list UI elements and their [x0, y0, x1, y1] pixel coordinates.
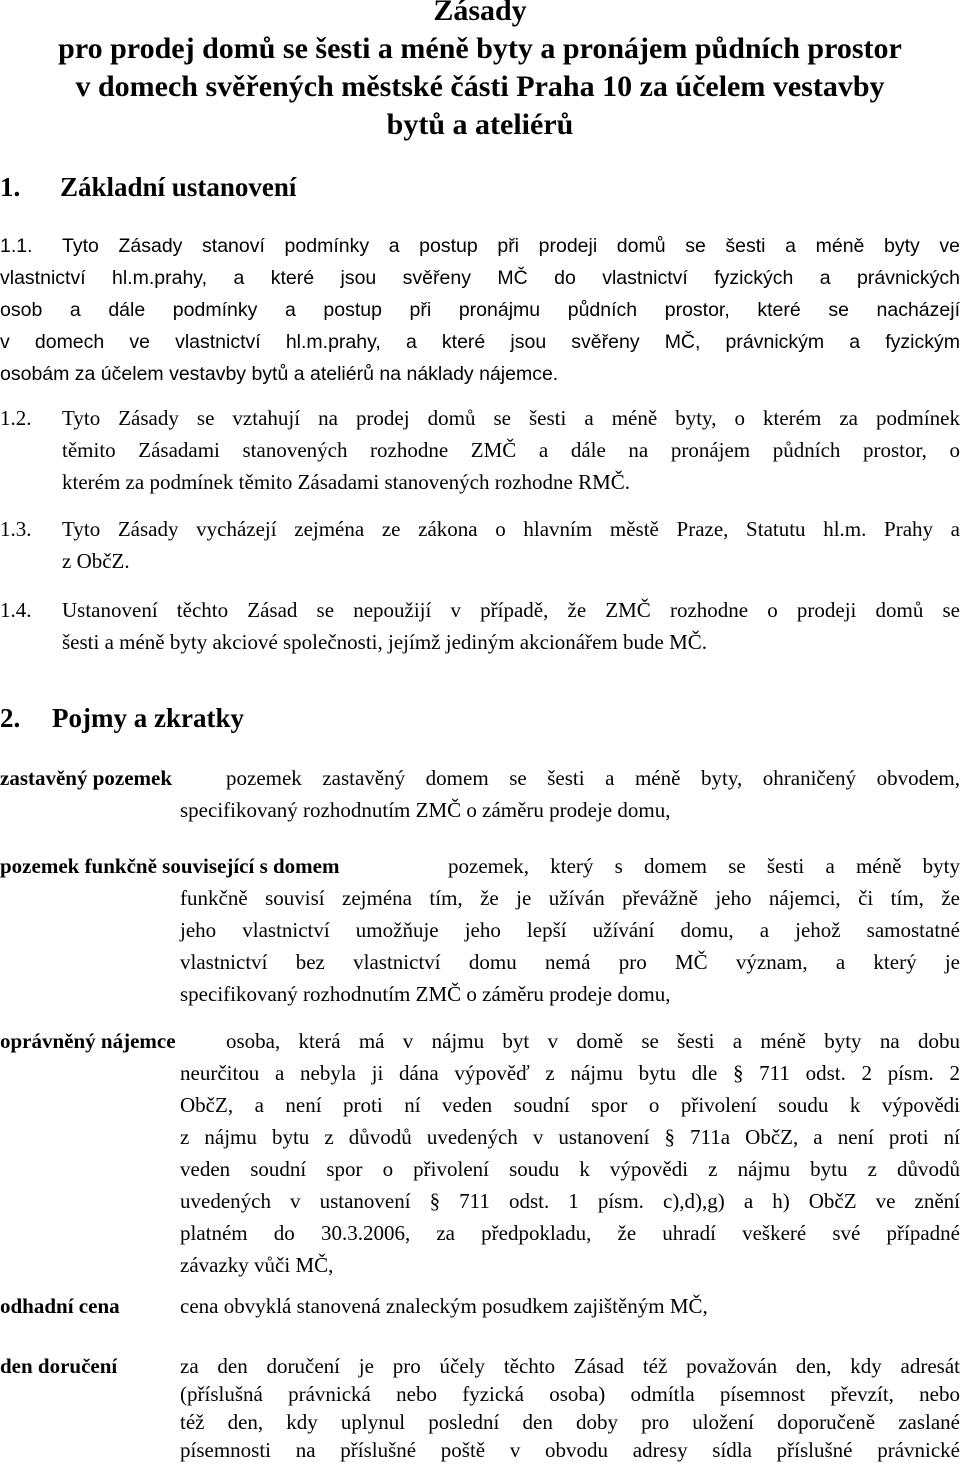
- term-definition-line: jeho vlastnictví umožňuje jeho lepší užívání domu, a jehož samostatné: [180, 918, 960, 942]
- paragraph-line: šesti a méně byty akciové společnosti, jejímž jediným akcionářem bude MČ.: [62, 630, 708, 654]
- term-definition-line: platném do 30.3.2006, za předpokladu, že uhradí veškeré své případné: [180, 1221, 960, 1245]
- term-name: pozemek funkčně související s domem: [0, 854, 340, 878]
- term-definition-line: z nájmu bytu z důvodů uvedených v ustanovení § 711a ObčZ, a není proti ní: [180, 1125, 960, 1149]
- term-definition-line: za den doručení je pro účely těchto Zásad též považován den, kdy adresát: [180, 1354, 960, 1378]
- paragraph-number: 1.3.: [0, 517, 32, 541]
- section-2-heading: [0, 703, 244, 734]
- term-definition-line: osoba, která má v nájmu byt v domě se šesti a méně byty na dobu: [226, 1029, 960, 1053]
- section-1-heading: [0, 172, 296, 203]
- term-definition-line: závazky vůči MČ,: [180, 1253, 334, 1277]
- term-definition-line: též den, kdy uplynul poslední den doby pro uložení doporučeně zaslané: [180, 1410, 960, 1434]
- term-definition-line: písemnosti na příslušné poště v obvodu adresy sídla příslušné právnické: [180, 1438, 960, 1462]
- term-name: odhadní cena: [0, 1294, 120, 1318]
- paragraph-line: Tyto Zásady se vztahují na prodej domů se šesti a méně byty, o kterém za podmínek: [62, 406, 960, 430]
- paragraph-line: osob a dále podmínky a postup při pronájmu půdních prostor, které se nacházejí: [0, 299, 960, 321]
- section-1-title: Základní ustanovení: [60, 172, 297, 202]
- section-1-number: 1.: [0, 172, 21, 202]
- paragraph-line: Tyto Zásady vycházejí zejména ze zákona o hlavním městě Praze, Statutu hl.m. Prahy a: [62, 517, 960, 541]
- term-definition-line: funkčně souvisí zejména tím, že je užíván převážně jeho nájemci, či tím, že: [180, 886, 960, 910]
- title-line-3: v domech svěřených městské části Praha 10 za účelem vestavby: [75, 70, 885, 103]
- paragraph-line: Ustanovení těchto Zásad se nepoužijí v případě, že ZMČ rozhodne o prodeji domů se: [62, 598, 960, 622]
- term-definition-line: veden soudní spor o přivolení soudu k výpovědi z nájmu bytu z důvodů: [180, 1157, 960, 1181]
- term-definition-line: uvedených v ustanovení § 711 odst. 1 písm. c),d),g) a h) ObčZ ve znění: [180, 1189, 960, 1213]
- term-definition-line: pozemek zastavěný domem se šesti a méně byty, ohraničený obvodem,: [226, 766, 960, 790]
- paragraph-number: 1.4.: [0, 598, 32, 622]
- term-definition-line: specifikovaný rozhodnutím ZMČ o záměru prodeje domu,: [180, 982, 671, 1006]
- title-line-4: bytů a ateliérů: [386, 108, 574, 141]
- term-definition-line: neurčitou a nebyla ji dána výpověď z nájmu bytu dle § 711 odst. 2 písm. 2: [180, 1061, 960, 1085]
- section-2-number: 2.: [0, 703, 21, 733]
- paragraph-line: těmito Zásadami stanovených rozhodne ZMČ a dále na pronájem půdních prostor, o: [62, 438, 960, 462]
- paragraph-line: v domech ve vlastnictví hl.m.prahy, a které jsou svěřeny MČ, právnickým a fyzickým: [0, 331, 960, 353]
- paragraph-line: osobám za účelem vestavby bytů a ateliérů na náklady nájemce.: [0, 363, 559, 385]
- paragraph-line: vlastnictví hl.m.prahy, a které jsou svěřeny MČ do vlastnictví fyzických a právnických: [0, 267, 960, 289]
- title-line-1: Zásady: [433, 0, 527, 27]
- term-name: den doručení: [0, 1354, 118, 1378]
- title-line-2: pro prodej domů se šesti a méně byty a pronájem půdních prostor: [58, 32, 902, 65]
- paragraph-line: kterém za podmínek těmito Zásadami stanovených rozhodne RMČ.: [62, 470, 631, 494]
- paragraph-number: 1.1.: [0, 235, 33, 257]
- paragraph-line: z ObčZ.: [62, 549, 130, 573]
- term-definition-line: cena obvyklá stanovená znaleckým posudkem zajištěným MČ,: [180, 1294, 708, 1318]
- paragraph-number: 1.2.: [0, 406, 32, 430]
- section-2-title: Pojmy a zkratky: [52, 703, 244, 733]
- document-title: [0, 0, 960, 144]
- term-definition-line: vlastnictví bez vlastnictví domu nemá pro MČ význam, a který je: [180, 950, 960, 974]
- term-definition-line: pozemek, který s domem se šesti a méně byty: [448, 854, 960, 878]
- term-definition-line: (příslušná právnická nebo fyzická osoba) odmítla písemnost převzít, nebo: [180, 1382, 960, 1406]
- term-name: zastavěný pozemek: [0, 766, 173, 790]
- paragraph-line: Tyto Zásady stanoví podmínky a postup při prodeji domů se šesti a méně byty ve: [62, 235, 960, 257]
- term-definition-line: ObčZ, a není proti ní veden soudní spor o přivolení soudu k výpovědi: [180, 1093, 960, 1117]
- term-definition-line: specifikovaný rozhodnutím ZMČ o záměru prodeje domu,: [180, 798, 671, 822]
- term-name: oprávněný nájemce: [0, 1029, 176, 1053]
